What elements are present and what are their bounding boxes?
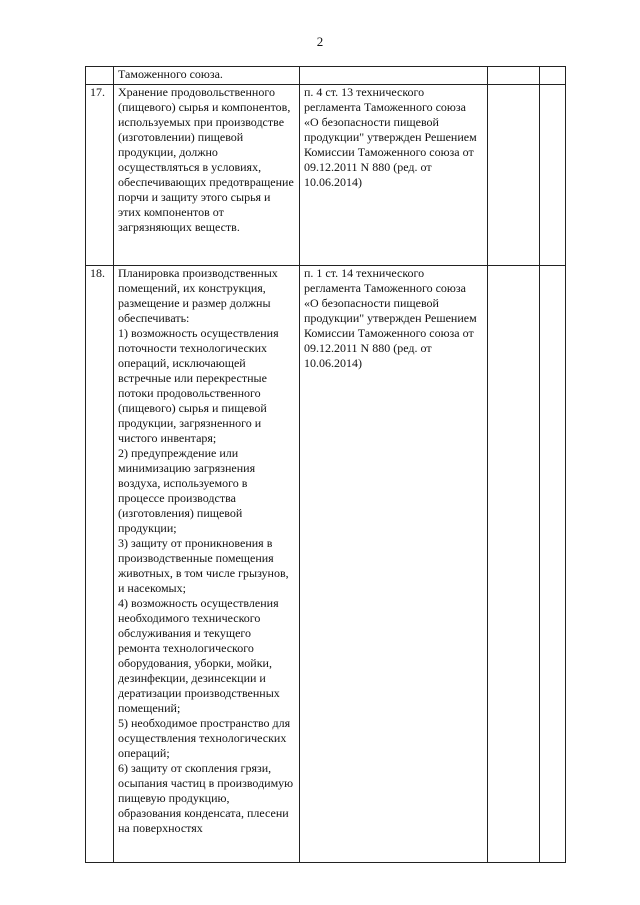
requirement-cell: Планировка производственных помещений, их конструкция, размещение и размер должны обеспечивать: 1) возможность осуществления поточности технологических операций, исключающей встречные или перекрестные потоки продовольственного (пищевого) сырья и пищевой продукции, загрязненного и чистого инвентаря; 2) предупреждение или минимизацию загрязнения воздуха, используемого в процессе производства (изготовления) пищевой продукции; 3) защиту от проникновения в производственные помещения животных, в том числе грызунов, и насекомых; 4) возможность осуществления необходимого технического обслуживания и текущего ремонта технологического оборудования, уборки, мойки, дезинфекции, дезинсекции и дератизации производственных помещений; 5) необходимое пространство для осуществления технологических операций; 6) защиту от скопления грязи, осыпания частиц в производимую пищевую продукцию, образования конденсата, плесени на поверхностях [114,266,300,863]
row-number-cell: 17. [86,85,114,266]
table-row [86,85,566,266]
table-row [86,67,566,85]
answer-cell [488,67,540,85]
answer-cell [488,266,540,863]
row-number-cell: 18. [86,266,114,863]
requirement-cell: Таможенного союза. [114,67,300,85]
answer-cell [488,85,540,266]
requirement-cell: Хранение продовольственного (пищевого) сырья и компонентов, используемых при производстве (изготовлении) пищевой продукции, должно осуществляться в условиях, обеспечивающих предотвращение порчи и защиту этого сырья и этих компонентов от загрязняющих веществ. [114,85,300,266]
row-number-cell [86,67,114,85]
note-cell [540,266,566,863]
reference-cell: п. 1 ст. 14 технического регламента Таможенного союза «О безопасности пищевой продукции" утвержден Решением Комиссии Таможенного союза от 09.12.2011 N 880 (ред. от 10.06.2014) [300,266,488,863]
requirements-table [85,66,566,863]
note-cell [540,85,566,266]
reference-cell: п. 4 ст. 13 технического регламента Таможенного союза «О безопасности пищевой продукции" утвержден Решением Комиссии Таможенного союза от 09.12.2011 N 880 (ред. от 10.06.2014) [300,85,488,266]
reference-cell [300,67,488,85]
note-cell [540,67,566,85]
table-row [86,266,566,863]
page-number: 2 [316,34,324,49]
